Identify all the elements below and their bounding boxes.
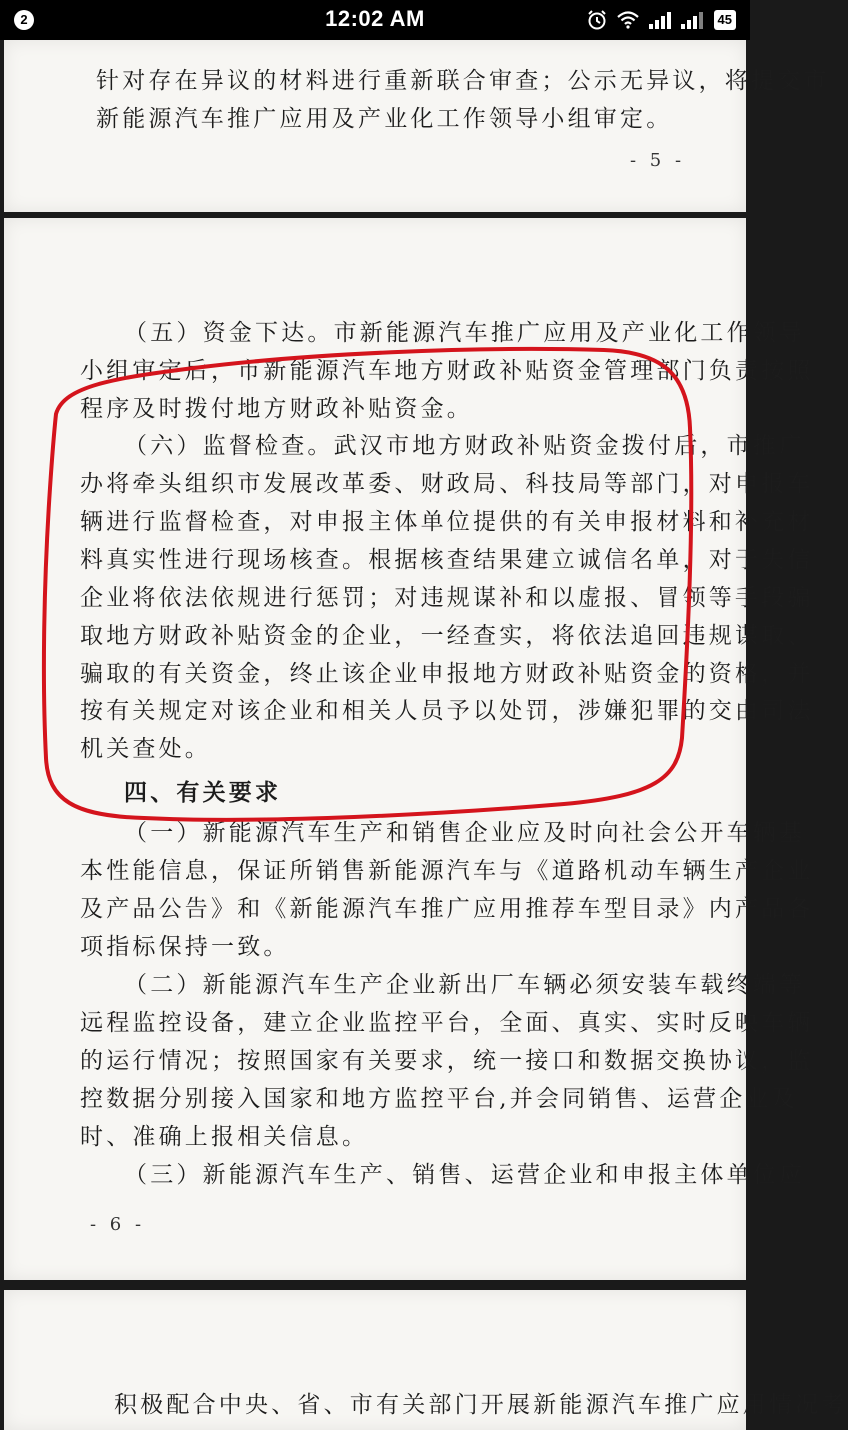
document-page-5	[4, 40, 830, 212]
text-line: 按有关规定对该企业和相关人员予以处罚，涉嫌犯罪的交由司法	[80, 698, 814, 724]
text-line: 骗取的有关资金，终止该企业申报地方财政补贴资金的资格，并	[80, 661, 814, 687]
page-number: - 5 -	[630, 150, 686, 171]
text-line: 控数据分别接入国家和地方监控平台,并会同销售、运营企业及	[80, 1086, 798, 1112]
text-line: 的运行情况；按照国家有关要求，统一接口和数据交换协议，监	[80, 1048, 814, 1074]
signal-icon-sim2	[680, 10, 706, 30]
text-line: （五）资金下达。市新能源汽车推广应用及产业化工作领导	[124, 320, 806, 346]
section-heading: 四、有关要求	[124, 779, 282, 806]
status-bar	[0, 0, 750, 40]
text-line: （三）新能源汽车生产、销售、运营企业和申报主体单位应	[124, 1162, 806, 1188]
text-line: 辆进行监督检查，对申报主体单位提供的有关申报材料和补充材	[80, 509, 814, 535]
alarm-icon	[586, 9, 608, 31]
text-line: 本性能信息，保证所销售新能源汽车与《道路机动车辆生产企业	[80, 858, 814, 884]
document-page-7	[4, 1290, 848, 1430]
text-line: （一）新能源汽车生产和销售企业应及时向社会公开车辆基	[124, 820, 806, 846]
text-line: 项指标保持一致。	[80, 934, 290, 960]
status-icons	[586, 9, 736, 31]
text-line: 积极配合中央、省、市有关部门开展新能源汽车推广应用情况考	[114, 1392, 848, 1418]
text-line: 程序及时拨付地方财政补贴资金。	[80, 396, 473, 422]
text-line: （六）监督检查。武汉市地方财政补贴资金拨付后，市推广	[124, 433, 806, 459]
text-line: 料真实性进行现场核查。根据核查结果建立诚信名单，对于失信	[80, 547, 814, 573]
text-line: 时、准确上报相关信息。	[80, 1124, 369, 1150]
battery-indicator: 45	[714, 10, 736, 30]
text-line: 机关查处。	[80, 736, 211, 762]
text-line: 及产品公告》和《新能源汽车推广应用推荐车型目录》内产品各	[80, 896, 814, 922]
signal-icon	[648, 10, 672, 30]
wifi-icon	[616, 10, 640, 30]
text-line: 办将牵头组织市发展改革委、财政局、科技局等部门，对申报车	[80, 471, 814, 497]
document-page-6	[4, 218, 814, 1280]
text-line: 企业将依法依规进行惩罚；对违规谋补和以虚报、冒领等手段骗	[80, 585, 814, 611]
text-line: 新能源汽车推广应用及产业化工作领导小组审定。	[96, 106, 673, 132]
text-line: 取地方财政补贴资金的企业，一经查实，将依法追回违规谋取、	[80, 623, 814, 649]
text-line: 远程监控设备，建立企业监控平台，全面、真实、实时反映车辆	[80, 1010, 814, 1036]
page-number: - 6 -	[90, 1214, 146, 1235]
status-time: 12:02 AM	[325, 6, 425, 31]
text-line: （二）新能源汽车生产企业新出厂车辆必须安装车载终端等	[124, 972, 806, 998]
text-line: 针对存在异议的材料进行重新联合审查；公示无异议，将提交市	[96, 68, 830, 94]
notification-count-badge[interactable]: 2	[14, 10, 34, 30]
text-line: 小组审定后，市新能源汽车地方财政补贴资金管理部门负责按照	[80, 358, 814, 384]
